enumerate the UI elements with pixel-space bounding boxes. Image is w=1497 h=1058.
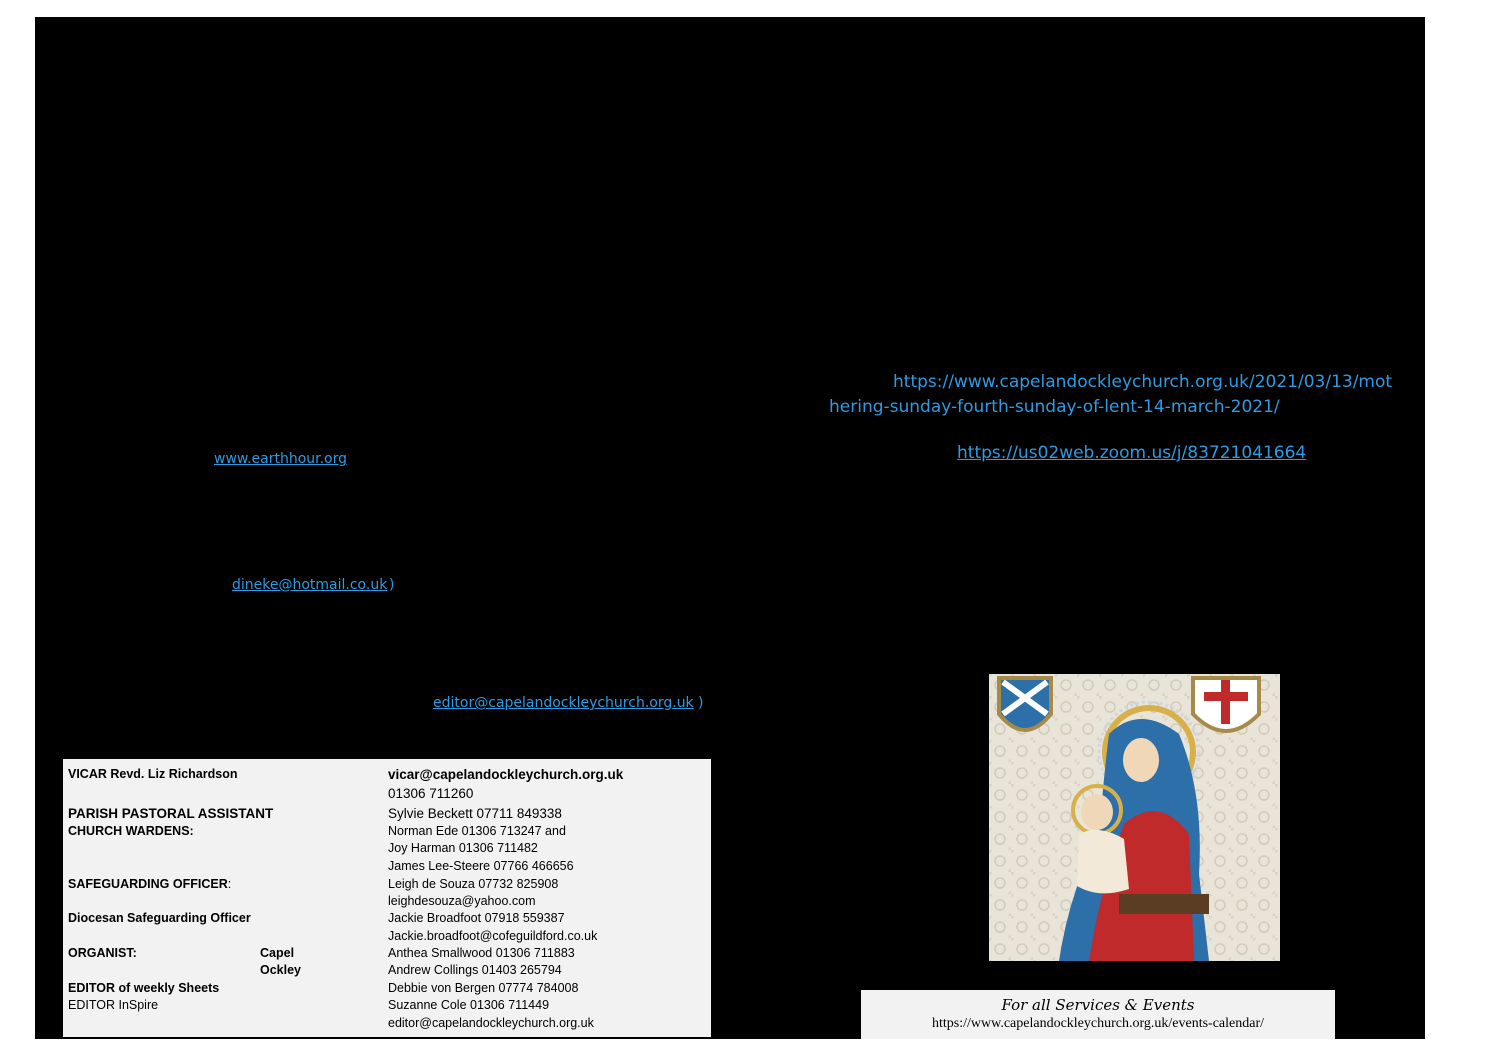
earthhour-link[interactable]: www.earthhour.org [214,451,348,467]
ppa-value: Sylvie Beckett 07711 849338 [388,806,562,821]
inspire-value: Suzanne Cole 01306 711449 [388,998,550,1012]
dineke-email-link[interactable]: dineke@hotmail.co.uk [232,577,388,593]
madonna-and-child-icon [989,674,1280,961]
inspire-label: EDITOR InSpire [68,998,159,1012]
contacts-box [63,759,711,1037]
weekly-editor-label: EDITOR of weekly Sheets [68,981,220,995]
warden-1: Norman Ede 01306 713247 and [388,824,566,838]
dineke-paren: ) [389,577,395,593]
ppa-label: PARISH PASTORAL ASSISTANT [68,806,274,821]
organist-capel: Capel [260,946,295,960]
warden-2: Joy Harman 01306 711482 [388,841,538,855]
vicar-phone: 01306 711260 [388,786,474,801]
organist-ockley-value: Andrew Collings 01403 265794 [388,963,562,977]
safeguarding-value: Leigh de Souza 07732 825908 [388,877,559,891]
weekly-editor-value: Debbie von Bergen 07774 784008 [388,981,579,995]
madonna-illustration [989,674,1280,961]
editor-email-link[interactable]: editor@capelandockleychurch.org.uk [433,695,694,711]
mothering-sunday-link-line2[interactable]: hering-sunday-fourth-sunday-of-lent-14-march-2021/ [829,397,1280,417]
wardens-label: CHURCH WARDENS: [68,824,194,838]
safeguarding-colon: : [227,877,232,891]
safeguarding-email: leighdesouza@yahoo.com [388,894,536,908]
mothering-sunday-link-line1[interactable]: https://www.capelandockleychurch.org.uk/2021/03/13/mot [893,372,1393,392]
vicar-label: VICAR Revd. Liz Richardson [68,767,238,781]
organist-ockley: Ockley [260,963,302,977]
vicar-email[interactable]: vicar@capelandockleychurch.org.uk [388,767,624,782]
events-url[interactable]: https://www.capelandockleychurch.org.uk/events-calendar/ [932,1016,1264,1031]
zoom-link[interactable]: https://us02web.zoom.us/j/83721041664 [957,443,1307,463]
safeguarding-label-row [68,876,231,893]
diocesan-email: Jackie.broadfoot@cofeguildford.co.uk [388,929,598,943]
organist-capel-value: Anthea Smallwood 01306 711883 [388,946,575,960]
events-title: For all Services & Events [1001,996,1195,1014]
inspire-email: editor@capelandockleychurch.org.uk [388,1016,594,1030]
diocesan-value: Jackie Broadfoot 07918 559387 [388,911,565,925]
safeguarding-label: SAFEGUARDING OFFICER [68,877,228,891]
editor-paren: ) [698,695,704,711]
diocesan-label: Diocesan Safeguarding Officer [68,911,251,925]
warden-3: James Lee-Steere 07766 466656 [388,859,574,873]
events-box [861,990,1335,1039]
organist-label: ORGANIST: [68,946,137,960]
